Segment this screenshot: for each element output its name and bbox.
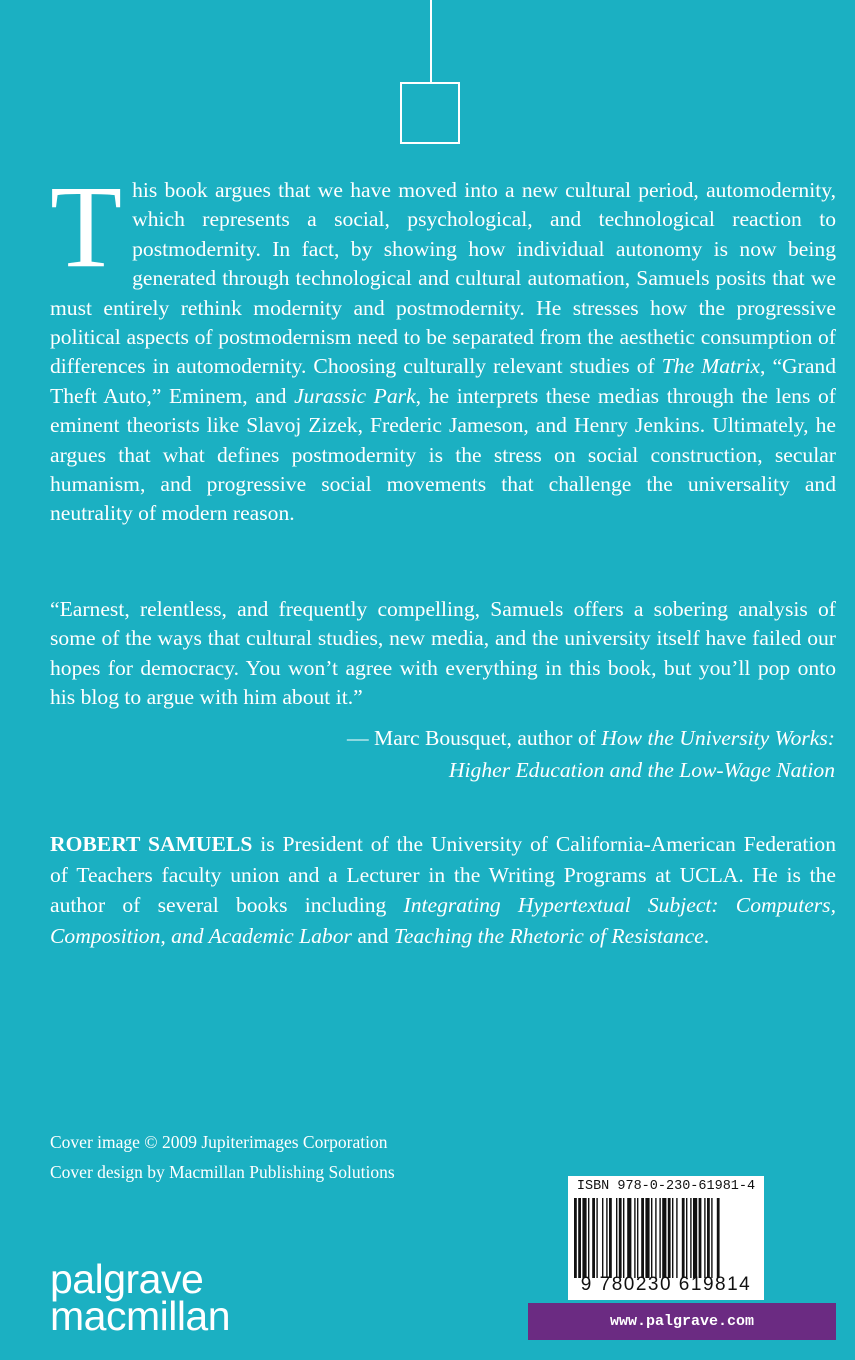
author-name: ROBERT SAMUELS [50,832,253,856]
barcode-bar [655,1198,656,1278]
barcode-bar [699,1198,702,1278]
barcode-bars [574,1198,758,1278]
barcode-bar [711,1198,712,1278]
barcode-bar [627,1198,631,1278]
isbn-barcode [568,1176,764,1300]
barcode-bar [588,1198,589,1278]
barcode-bar [641,1198,644,1278]
isbn-text: ISBN 978-0-230-61981-4 [576,1179,756,1194]
barcode-bar [693,1198,697,1278]
barcode-bar [637,1198,638,1278]
review-quote: “Earnest, relentless, and frequently compelling, Samuels offers a sobering analysis of some of the ways that cultural studies, new media, and the university itself have failed our hopes for democracy. You won’t agree with everything in this book, but you’ll pop onto his blog to argue with him about it.” [50,597,836,710]
barcode-bar [682,1198,685,1278]
barcode-bar [676,1198,677,1278]
quote-attribution: — Marc Bousquet, author of How the University Works: Higher Education and the Low-Wage Nation [347,726,835,782]
barcode-bar [616,1198,617,1278]
barcode-bar [574,1198,577,1278]
hanging-line [430,0,432,82]
barcode-bar [619,1198,622,1278]
barcode-bar [668,1198,671,1278]
cover-image-credit: Cover image © 2009 Jupiterimages Corporation [50,1132,388,1152]
barcode-bar [645,1198,649,1278]
barcode-bar [623,1198,624,1278]
barcode-bar [686,1198,687,1278]
barcode-bar [634,1198,635,1278]
barcode-bar [592,1198,595,1278]
barcode-bar [651,1198,652,1278]
barcode-number: 9 780230 619814 [580,1274,752,1295]
barcode-bar [578,1198,581,1278]
title-the-matrix: The Matrix [661,354,760,379]
bio-book-2: Teaching the Rhetoric of Resistance [393,923,704,948]
barcode-bar [672,1198,673,1278]
bio-book-1: Integrating Hypertextual Subject: Computers, Composition, and Academic Labor [50,893,836,948]
barcode-bar [596,1198,597,1278]
barcode-bar [609,1198,612,1278]
author-bio: ROBERT SAMUELS is President of the University of California-American Federation of Teachers faculty union and a Lecturer in the Writing Programs at UCLA. He is the author of several books including Integrating Hypertextual Subject: Computers, Composition, and Academic Labor and Teaching the Rhetoric of Resistance. [50,832,836,948]
attribution-book-title: How the University Works: [601,726,835,750]
attribution-book-subtitle: Higher Education and the Low-Wage Nation [448,758,835,782]
barcode-bar [602,1198,603,1278]
barcode-bar [707,1198,710,1278]
barcode-bar [690,1198,691,1278]
barcode-bar [582,1198,586,1278]
drop-cap: T [50,161,123,292]
book-description: This book argues that we have moved into a new cultural period, automodernity, which represents a social, psychological, and technological reaction to postmodernity. In fact, by showing how individual autonomy is now being generated through technological and cultural automation, Samuels posits that we must entirely rethink modernity and postmodernity. He stresses how the progressive political aspects of postmodernism need to be separated from the aesthetic consumption of differences in automodernity. Choosing culturally relevant studies of The Matrix, “Grand Theft Auto,” Eminem, and Jurassic Park, he interprets these medias through the lens of eminent theorists like Slavoj Zizek, Frederic Jameson, and Henry Jenkins. Ultimately, he argues that what defines postmodernity is the stress on social construction, secular humanism, and progressive social movements that challenge the universality and neutrality of modern reason. [50,161,837,526]
barcode-bar [717,1198,720,1278]
hanging-square [400,82,460,144]
cover-design-credit: Cover design by Macmillan Publishing Solutions [50,1162,395,1182]
barcode-bar [606,1198,607,1278]
publisher-logo: palgrave macmillan [50,1256,231,1339]
barcode-bar [659,1198,660,1278]
barcode-bar [662,1198,666,1278]
website-url[interactable]: www.palgrave.com [528,1303,836,1340]
barcode-bar [704,1198,705,1278]
title-jurassic-park: Jurassic Park [294,383,416,408]
cover-credits [50,1127,395,1187]
